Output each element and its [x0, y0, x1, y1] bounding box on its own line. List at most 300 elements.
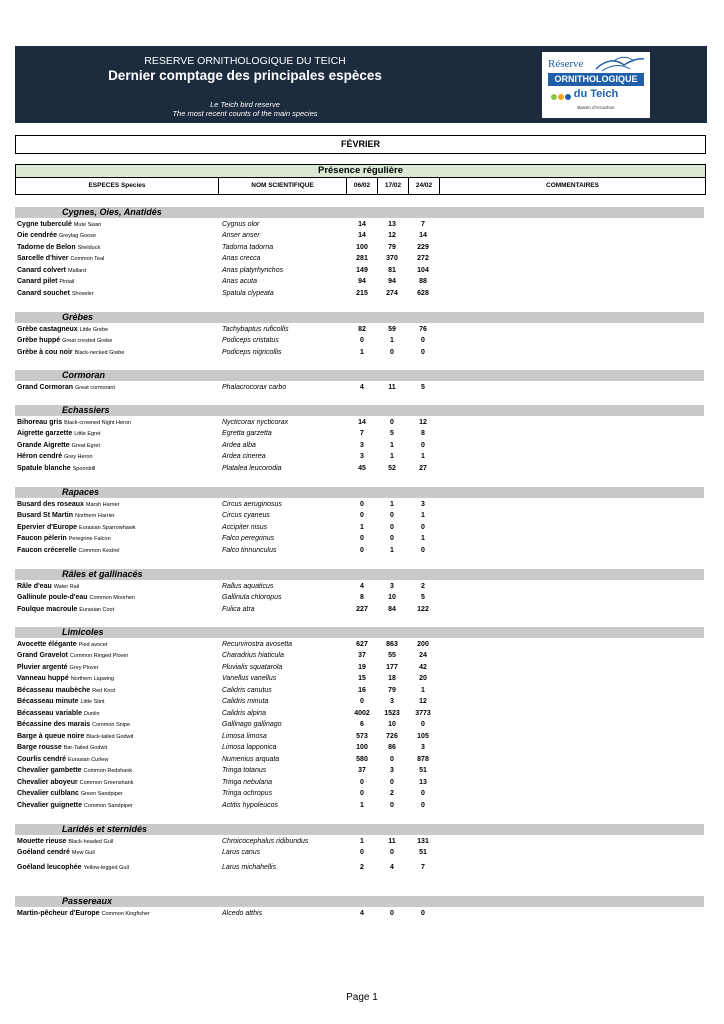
scientific-name: Charadrius hiaticula: [222, 652, 284, 659]
count-date-3: 12: [419, 418, 427, 426]
count-date-2: 18: [388, 675, 396, 682]
table-row: [15, 673, 704, 684]
category-name: Râles et gallinacés: [62, 569, 143, 579]
species-fr-text: Spatule blanche: [17, 464, 71, 472]
species-name-fr: [17, 754, 108, 766]
scientific-name: Anser anser: [222, 232, 260, 239]
count-date-3: 14: [419, 232, 427, 239]
scientific-name: Gallinula chloropus: [222, 594, 282, 601]
category-name: Rapaces: [62, 487, 100, 497]
species-name-fr: [17, 253, 104, 265]
table-row: [15, 545, 704, 556]
species-name-en: Grey Plover: [69, 664, 99, 671]
count-date-1: 227: [356, 605, 368, 613]
subtitle-english-1: Le Teich bird reserve: [210, 100, 280, 109]
count-date-3: 76: [419, 325, 427, 333]
species-name-en: Mute Swan: [73, 221, 102, 228]
species-fr-text: Goéland leucophée: [17, 863, 82, 871]
species-fr-text: Foulque macroule: [17, 605, 78, 613]
scientific-name: Egretta garzetta: [222, 430, 272, 437]
table-row: [15, 510, 704, 521]
scientific-name: Podiceps nigricollis: [222, 348, 282, 356]
scientific-name: Cygnus olor: [222, 220, 260, 228]
month-heading: FÉVRIER: [15, 135, 706, 154]
count-date-2: 10: [388, 721, 396, 728]
table-row: [15, 765, 704, 776]
count-date-1: 0: [360, 546, 364, 554]
count-date-3: 0: [421, 721, 425, 728]
scientific-name: Tachybaptus ruficollis: [222, 325, 289, 333]
category-name: Limicoles: [62, 627, 104, 637]
count-date-1: 0: [360, 500, 364, 508]
table-row: [15, 650, 704, 661]
scientific-name: Ardea alba: [222, 441, 256, 449]
species-name-fr: [17, 800, 133, 812]
species-fr-text: Aigrette garzette: [17, 430, 73, 437]
count-date-2: 84: [388, 605, 396, 613]
scientific-name: Spatula clypeata: [222, 289, 274, 297]
species-fr-text: Faucon crécerelle: [17, 546, 77, 554]
table-row: [15, 324, 704, 335]
count-date-3: 88: [419, 278, 427, 285]
count-date-1: 6: [360, 721, 364, 728]
species-name-en: Common Kestrel: [78, 547, 120, 554]
count-date-1: 14: [358, 220, 366, 228]
count-date-3: 3: [421, 744, 425, 751]
count-date-1: 4002: [354, 709, 370, 717]
species-name-fr: [17, 862, 129, 874]
table-row: [15, 788, 704, 799]
count-date-2: 1: [390, 500, 394, 508]
species-name-fr: [17, 788, 123, 800]
count-date-2: 1: [390, 337, 394, 344]
count-date-2: 52: [388, 464, 396, 472]
species-fr-text: Grande Aigrette: [17, 441, 70, 449]
count-date-2: 0: [390, 512, 394, 519]
count-date-1: 1: [360, 801, 364, 809]
species-name-en: Little Stint: [80, 699, 105, 705]
scientific-name: Nycticorax nycticorax: [222, 418, 289, 426]
species-name-fr: [17, 440, 100, 452]
table-row: [15, 276, 704, 287]
scientific-name: Circus cyaneus: [222, 512, 270, 519]
species-name-en: Common Ringed Plover: [69, 653, 129, 659]
species-fr-text: Pluvier argenté: [17, 663, 68, 671]
species-name-fr: [17, 428, 100, 440]
count-date-1: 580: [356, 755, 368, 763]
species-name-fr: [17, 219, 101, 231]
count-date-2: 3: [390, 582, 394, 590]
scientific-name: Falco peregrinus: [222, 535, 275, 542]
count-date-2: 55: [388, 652, 396, 659]
count-date-1: 4: [360, 909, 364, 917]
count-date-1: 15: [358, 675, 366, 682]
species-name-en: Common Greenshank: [79, 779, 134, 786]
scientific-name: Larus canus: [222, 849, 261, 856]
scientific-name: Alcedo atthis: [222, 909, 263, 917]
species-name-en: Common Snipe: [92, 722, 131, 728]
count-date-2: 0: [390, 778, 394, 786]
scientific-name: Circus aeruginosus: [222, 500, 282, 508]
species-fr-text: Busard St Martin: [17, 512, 74, 519]
count-date-3: 3773: [415, 709, 431, 717]
species-fr-text: Chevalier guignette: [17, 801, 82, 809]
count-date-3: 105: [417, 732, 429, 740]
species-name-en: Little Grebe: [79, 326, 109, 333]
species-fr-text: Grand Cormoran: [17, 383, 74, 391]
table-row: [15, 685, 704, 696]
species-name-fr: [17, 324, 108, 336]
species-fr-text: Barge à queue noire: [17, 732, 85, 740]
species-name-fr: [17, 545, 119, 557]
col-date-1: 06/02: [347, 178, 378, 194]
species-fr-text: Mouette rieuse: [17, 837, 67, 845]
table-row: [15, 742, 704, 753]
count-date-2: 0: [390, 849, 394, 856]
count-date-1: 149: [356, 266, 368, 274]
table-row: [15, 428, 704, 439]
scientific-name: Limosa lapponica: [222, 744, 277, 751]
count-date-3: 878: [417, 755, 429, 763]
count-date-2: 10: [388, 594, 396, 601]
count-date-2: 1: [390, 453, 394, 460]
count-date-1: 0: [360, 512, 364, 519]
count-date-3: 8: [421, 430, 425, 437]
species-fr-text: Courlis cendré: [17, 755, 67, 763]
count-date-1: 8: [360, 594, 364, 601]
category-name: Grèbes: [62, 312, 94, 322]
scientific-name: Tringa ochropus: [222, 790, 273, 797]
table-row: [15, 754, 704, 765]
count-date-1: 573: [356, 732, 368, 740]
species-fr-text: Grèbe à cou noir: [17, 348, 73, 356]
scientific-name: Anas acuta: [222, 278, 258, 285]
species-name-fr: [17, 288, 94, 300]
species-fr-text: Canard colvert: [17, 266, 67, 274]
scientific-name: Tadorna tadorna: [222, 243, 274, 251]
species-fr-text: Canard souchet: [17, 289, 70, 297]
count-date-1: 7: [360, 430, 364, 437]
count-date-2: 5: [390, 430, 394, 437]
subtitle-english-2: The most recent counts of the main species: [172, 109, 318, 118]
scientific-name: Actitis hypoleucos: [222, 801, 279, 809]
count-date-2: 4: [390, 863, 394, 871]
count-date-2: 0: [390, 348, 394, 356]
table-row: [15, 451, 704, 462]
species-name-fr: [17, 731, 133, 743]
species-name-en: Black-tailed Godwit: [86, 733, 134, 740]
table-row: [15, 581, 704, 592]
count-date-1: 100: [356, 744, 368, 751]
species-name-en: Yellow-legged Gull: [83, 864, 129, 871]
count-date-3: 7: [421, 863, 425, 871]
species-fr-text: Chevalier culblanc: [17, 790, 79, 797]
count-date-1: 0: [360, 698, 364, 705]
species-name-fr: [17, 581, 79, 593]
species-fr-text: Martin-pêcheur d'Europe: [17, 909, 100, 917]
col-comments: COMMENTAIRES: [546, 182, 599, 189]
logo-line-1: Réserve: [548, 58, 584, 70]
category-header: [15, 207, 704, 218]
category-header: [15, 312, 704, 323]
species-fr-text: Râle d'eau: [17, 582, 52, 590]
count-date-1: 1: [360, 837, 364, 845]
logo-line-3: du Teich: [573, 88, 619, 100]
species-name-fr: [17, 777, 133, 789]
table-row: [15, 347, 704, 358]
count-date-3: 0: [421, 909, 425, 917]
species-fr-text: Sarcelle d'hiver: [17, 255, 69, 262]
count-date-2: 0: [390, 801, 394, 809]
species-name-en: Eurasian Coot: [79, 606, 115, 613]
species-name-fr: [17, 533, 111, 545]
category-name: Laridés et sternidés: [62, 824, 148, 834]
count-date-3: 12: [419, 698, 427, 705]
count-date-2: 0: [390, 755, 394, 763]
count-date-3: 200: [417, 640, 429, 648]
table-row: [15, 908, 704, 919]
table-row: [15, 800, 704, 811]
species-name-en: Peregrine Falcon: [68, 536, 111, 542]
species-fr-text: Canard pilet: [17, 278, 58, 285]
report-header: [15, 46, 707, 123]
species-fr-text: Barge rousse: [17, 744, 62, 751]
page-title: Dernier comptage des principales espèces: [108, 68, 382, 83]
scientific-name: Larus michahellis: [222, 863, 277, 871]
species-name-en: Great Egret: [71, 442, 101, 449]
species-name-en: Great crested Grebe: [62, 338, 113, 344]
count-date-3: 1: [421, 512, 425, 519]
scientific-name: Vanellus vanellus: [222, 675, 277, 682]
organization-name: RESERVE ORNITHOLOGIQUE DU TEICH: [144, 55, 346, 67]
species-name-en: Mallard: [67, 267, 87, 274]
count-date-3: 0: [421, 523, 425, 531]
species-name-en: Pied avocet: [78, 641, 108, 648]
category-header: [15, 627, 704, 638]
table-row: [15, 639, 704, 650]
species-name-en: Eurasian Sparrowhawk: [78, 524, 136, 531]
count-date-1: 281: [356, 255, 368, 262]
count-date-2: 726: [386, 732, 398, 740]
table-row: [15, 862, 704, 873]
count-date-3: 0: [421, 790, 425, 797]
species-name-fr: [17, 499, 120, 511]
scientific-name: Recurvirostra avosetta: [222, 640, 293, 648]
count-date-1: 14: [358, 418, 366, 426]
table-row: [15, 253, 704, 264]
species-name-en: Common Kingfisher: [101, 910, 150, 917]
scientific-name: Chroicocephalus ridibundus: [222, 837, 309, 845]
species-name-en: Black-necked Grebe: [74, 349, 125, 356]
count-date-3: 272: [417, 255, 429, 262]
count-date-1: 94: [358, 278, 366, 285]
count-date-1: 0: [360, 778, 364, 786]
scientific-name: Platalea leucorodia: [222, 464, 282, 472]
species-name-fr: [17, 847, 95, 859]
count-date-2: 0: [390, 418, 394, 426]
table-row: [15, 777, 704, 788]
count-date-2: 1: [390, 441, 394, 449]
species-name-en: Spoonbill: [72, 465, 96, 472]
species-name-en: Dunlin: [83, 710, 100, 717]
table-row: [15, 731, 704, 742]
count-date-2: 3: [390, 767, 394, 774]
count-date-2: 81: [388, 266, 396, 274]
species-fr-text: Chevalier gambette: [17, 767, 82, 774]
table-row: [15, 242, 704, 253]
species-name-fr: [17, 639, 107, 651]
count-date-3: 104: [417, 266, 429, 274]
species-name-fr: [17, 276, 74, 288]
species-name-fr: [17, 592, 135, 604]
count-date-1: 4: [360, 383, 364, 391]
species-name-en: Grey Heron: [64, 454, 93, 460]
section-title: Présence régulière: [15, 164, 706, 178]
count-date-1: 0: [360, 790, 364, 797]
category-header: [15, 370, 704, 381]
species-name-fr: [17, 650, 128, 662]
scientific-name: Rallus aquaticus: [222, 582, 274, 590]
species-name-fr: [17, 673, 114, 685]
species-name-en: Great cormorant: [74, 384, 116, 391]
species-name-fr: [17, 908, 150, 920]
species-name-fr: [17, 708, 100, 720]
count-date-3: 20: [419, 675, 427, 682]
count-date-2: 3: [390, 698, 394, 705]
table-row: [15, 382, 704, 393]
logo-line-2: ORNITHOLOGIQUE: [548, 73, 644, 86]
species-fr-text: Vanneau huppé: [17, 675, 69, 682]
table-row: [15, 522, 704, 533]
count-date-3: 122: [417, 605, 429, 613]
species-name-fr: [17, 662, 99, 674]
species-fr-text: Bécasseau variable: [17, 709, 82, 717]
species-name-en: Little Egret: [74, 431, 101, 437]
species-fr-text: Bécasseau maubèche: [17, 686, 91, 694]
count-date-2: 274: [386, 289, 398, 297]
count-date-1: 37: [358, 652, 366, 659]
species-name-en: Eurasian Curlew: [67, 756, 109, 763]
count-date-3: 24: [419, 652, 427, 659]
table-row: [15, 592, 704, 603]
count-date-1: 0: [360, 535, 364, 542]
species-fr-text: Grand Gravelot: [17, 652, 68, 659]
count-date-1: 45: [358, 464, 366, 472]
count-date-1: 2: [360, 863, 364, 871]
count-date-3: 1: [421, 535, 425, 542]
scientific-name: Podiceps cristatus: [222, 337, 279, 344]
species-name-en: Greylag Goose: [59, 233, 97, 239]
species-name-en: Shoveler: [71, 290, 94, 297]
species-fr-text: Bécasseau minute: [17, 698, 79, 705]
species-name-en: Green Sandpiper: [80, 791, 123, 797]
scientific-name: Calidris canutus: [222, 686, 272, 694]
category-header: [15, 569, 704, 580]
table-row: [15, 288, 704, 299]
species-name-en: Bar-Tailed Godwit: [63, 745, 108, 751]
scientific-name: Ardea cinerea: [222, 453, 266, 460]
count-date-2: 13: [388, 220, 396, 228]
species-name-fr: [17, 685, 115, 697]
species-name-fr: [17, 382, 115, 394]
species-name-en: Red Knot: [92, 687, 116, 694]
table-row: [15, 417, 704, 428]
category-header: [15, 896, 704, 907]
count-date-3: 2: [421, 582, 425, 590]
scientific-name: Gallinago gallinago: [222, 721, 282, 728]
count-date-1: 14: [358, 232, 366, 239]
species-fr-text: Goéland cendré: [17, 849, 70, 856]
species-fr-text: Gallinule poule-d'eau: [17, 594, 88, 601]
col-date-2: 17/02: [378, 178, 409, 194]
count-date-2: 59: [388, 325, 396, 333]
species-fr-text: Avocette élégante: [17, 640, 77, 648]
count-date-1: 1: [360, 523, 364, 531]
count-date-2: 0: [390, 523, 394, 531]
count-date-3: 51: [419, 767, 427, 774]
count-date-2: 1523: [384, 709, 400, 717]
table-row: [15, 696, 704, 707]
count-date-1: 100: [356, 243, 368, 251]
scientific-name: Falco tinnunculus: [222, 546, 277, 554]
species-fr-text: Héron cendré: [17, 453, 63, 460]
table-row: [15, 463, 704, 474]
count-date-1: 37: [358, 767, 366, 774]
table-row: [15, 533, 704, 544]
category-name: Echassiers: [62, 405, 110, 415]
count-date-2: 11: [388, 837, 396, 845]
scientific-name: Calidris minuta: [222, 698, 269, 705]
count-date-3: 5: [421, 594, 425, 601]
species-name-fr: [17, 522, 136, 534]
scientific-name: Tringa totanus: [222, 767, 267, 774]
table-row: [15, 719, 704, 730]
scientific-name: Tringa nebularia: [222, 778, 273, 786]
species-name-en: Black-headed Gull: [68, 838, 114, 845]
table-row: [15, 662, 704, 673]
scientific-name: Pluvialis squatarola: [222, 663, 283, 671]
species-name-en: Common Moorhen: [89, 595, 136, 601]
count-date-1: 4: [360, 582, 364, 590]
scientific-name: Anas platyrhynchos: [222, 266, 284, 274]
species-name-en: Northern Harrier: [74, 513, 115, 519]
scientific-name: Accipiter nisus: [222, 523, 268, 531]
species-name-fr: [17, 417, 131, 429]
count-date-3: 42: [419, 663, 427, 671]
category-header: [15, 405, 704, 416]
species-fr-text: Tadorne de Belon: [17, 243, 76, 251]
species-fr-text: Epervier d'Europe: [17, 523, 78, 531]
table-row: [15, 440, 704, 451]
bird-logo-icon: [594, 55, 646, 73]
species-name-fr: [17, 510, 115, 522]
count-date-2: 370: [386, 255, 398, 262]
page-number: Page 1: [346, 992, 378, 1003]
species-name-fr: [17, 463, 95, 475]
species-fr-text: Oie cendrée: [17, 232, 58, 239]
column-header-row: [15, 177, 706, 195]
count-date-1: 19: [358, 663, 366, 671]
count-date-2: 0: [390, 909, 394, 917]
species-name-fr: [17, 265, 86, 277]
col-species: ESPECES Species: [16, 178, 219, 194]
count-date-3: 628: [417, 289, 429, 297]
species-name-en: Shelduck: [77, 244, 101, 251]
count-date-2: 12: [388, 232, 396, 239]
count-date-2: 2: [390, 790, 394, 797]
table-row: [15, 836, 704, 847]
col-scientific: NOM SCIENTIFIQUE: [219, 178, 347, 194]
